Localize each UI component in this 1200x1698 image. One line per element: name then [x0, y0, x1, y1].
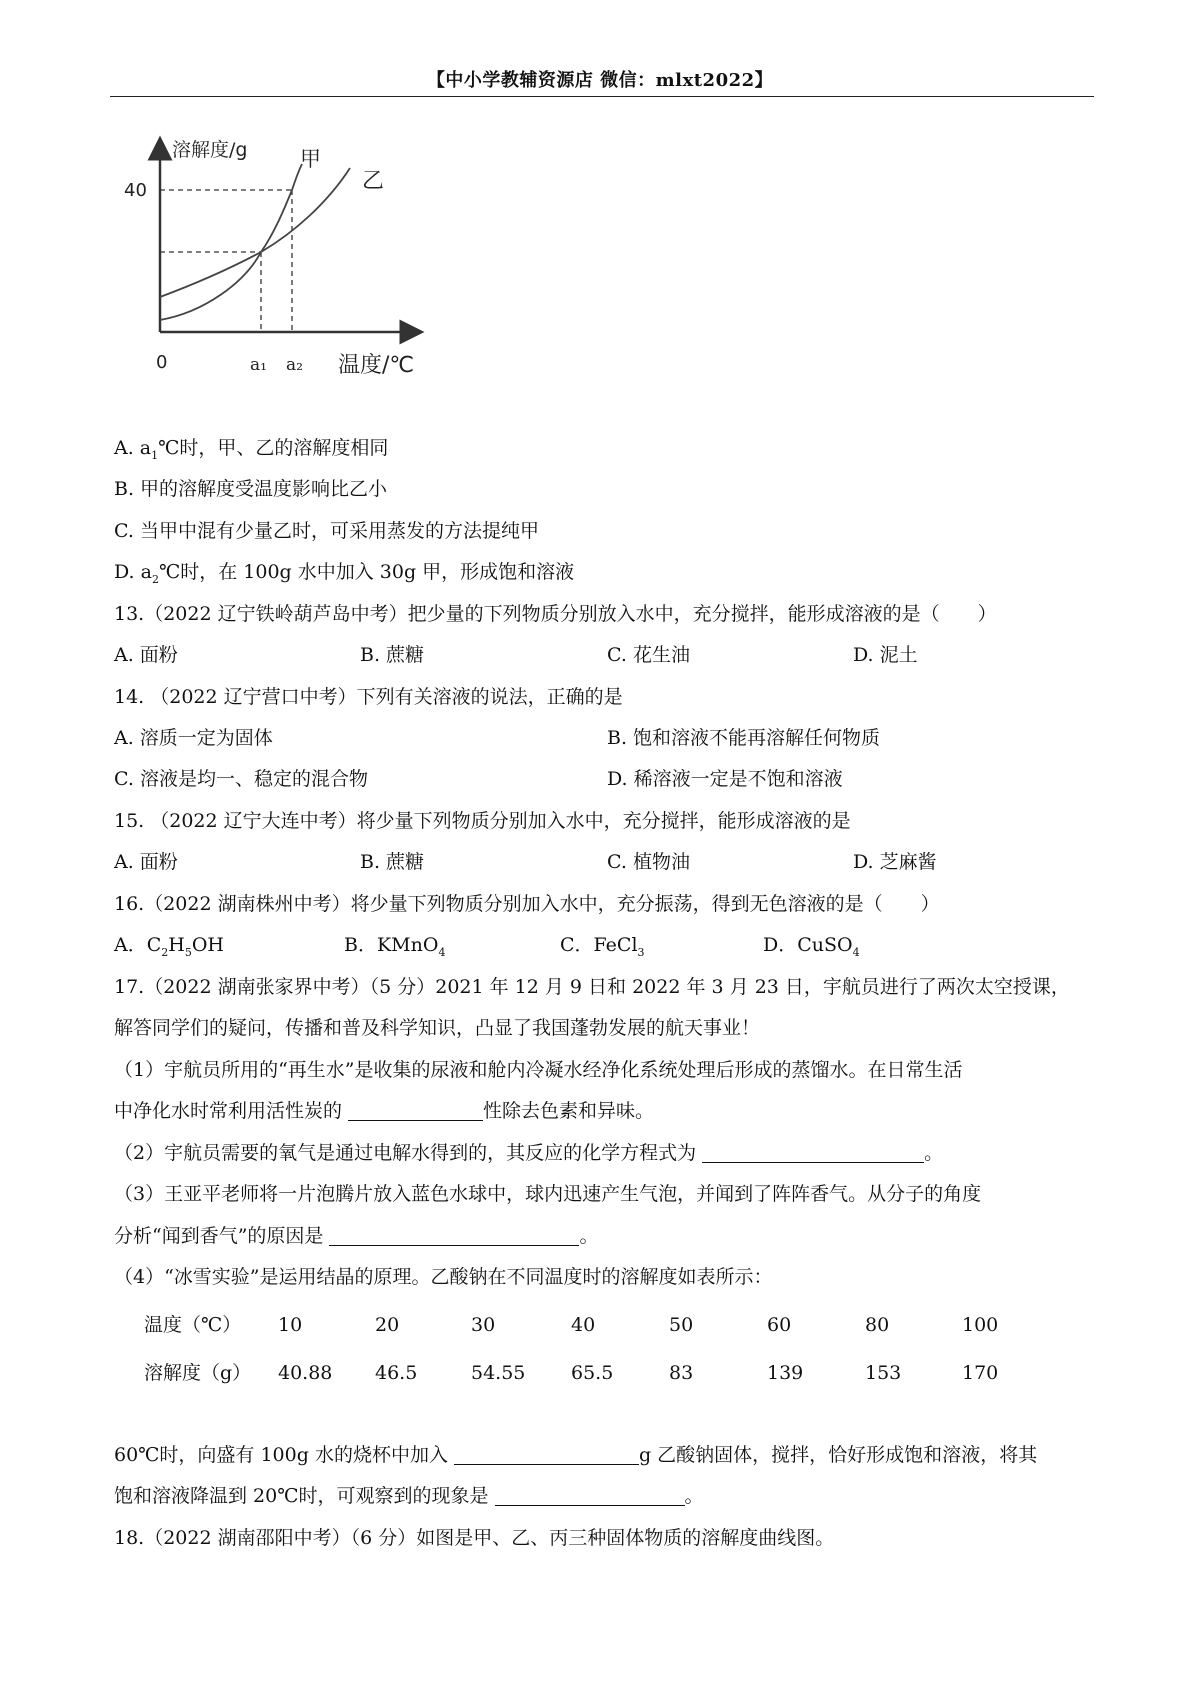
q17-part4: （4）“冰雪实验”是运用结晶的原理。乙酸钠在不同温度时的溶解度如表所示： [114, 1266, 773, 1288]
q16-option-d: D．CuSO$_4$ [763, 934, 860, 959]
table-cell: 80 [865, 1314, 890, 1336]
table-cell: 10 [278, 1314, 303, 1336]
table-row1-label: 温度（℃） [144, 1314, 242, 1336]
answer-blank-1[interactable] [348, 1100, 483, 1121]
q17-part5-line-1: 60℃时，向盛有 100g 水的烧杯中加入 g 乙酸钠固体，搅拌，恰好形成饱和溶液，将其 [114, 1444, 1038, 1466]
q13-option-c: C. 花生油 [607, 644, 690, 666]
q17-stem-line-1: 17.（2022 湖南张家界中考）（5 分）2021 年 12 月 9 日和 2022 年 3 月 23 日，宇航员进行了两次太空授课， [114, 976, 1070, 998]
q18-stem: 18.（2022 湖南邵阳中考）（6 分）如图是甲、乙、丙三种固体物质的溶解度曲线图。 [114, 1527, 835, 1549]
q17-part1-line-2: 中净化水时常利用活性炭的 性除去色素和异味。 [114, 1100, 655, 1122]
y-tick-40: 40 [124, 180, 147, 201]
table-cell: 20 [375, 1314, 400, 1336]
q13-stem: 13.（2022 辽宁铁岭葫芦岛中考）把少量的下列物质分别放入水中，充分搅拌，能形成溶液的是（ ） [114, 603, 997, 625]
y-axis-label: 溶解度/g [172, 139, 248, 161]
q16-option-c: C．FeCl$_3$ [560, 934, 645, 959]
curve-jia-label: 甲 [300, 147, 321, 171]
curve-yi [160, 168, 350, 297]
table-cell: 40.88 [278, 1362, 333, 1384]
q16-stem: 16.（2022 湖南株州中考）将少量下列物质分别加入水中，充分振荡，得到无色溶液的是（ ） [114, 893, 940, 915]
q12-option-b: B. 甲的溶解度受温度影响比乙小 [114, 478, 388, 500]
table-cell: 54.55 [471, 1362, 526, 1384]
q14-option-b: B. 饱和溶液不能再溶解任何物质 [607, 727, 881, 749]
curve-jia [160, 164, 302, 320]
x-tick-a2: a₂ [286, 355, 303, 375]
q13-option-b: B. 蔗糖 [360, 644, 425, 666]
q14-option-d: D. 稀溶液一定是不饱和溶液 [607, 768, 843, 790]
table-cell: 139 [767, 1362, 804, 1384]
table-cell: 40 [571, 1314, 596, 1336]
q16-option-a: A．$C_2H_5OH$ [114, 934, 224, 959]
page-header: 【中小学教辅资源店 微信：mlxt2022】 [426, 70, 774, 91]
answer-blank-3[interactable] [329, 1225, 579, 1246]
q17-part3-line-1: （3）王亚平老师将一片泡腾片放入蓝色水球中，球内迅速产生气泡，并闻到了阵阵香气。从分子的角度 [114, 1183, 982, 1205]
table-cell: 153 [865, 1362, 902, 1384]
q15-option-d: D. 芝麻酱 [853, 851, 937, 873]
table-cell: 46.5 [375, 1362, 418, 1384]
table-row2-label: 溶解度（g） [144, 1362, 252, 1384]
table-cell: 60 [767, 1314, 792, 1336]
q12-option-d: D. $a_2℃$时，在 100g 水中加入 30g 甲，形成饱和溶液 [114, 561, 575, 586]
q17-part3-line-2: 分析“闻到香气”的原因是 。 [114, 1225, 599, 1247]
q17-part2: （2）宇航员需要的氧气是通过电解水得到的，其反应的化学方程式为 。 [114, 1142, 944, 1164]
q12-option-a: A. $a_1℃$时，甲、乙的溶解度相同 [114, 437, 389, 462]
q13-option-a: A. 面粉 [114, 644, 178, 666]
origin-label: 0 [156, 352, 168, 373]
curve-yi-label: 乙 [362, 169, 385, 194]
table-cell: 83 [669, 1362, 694, 1384]
q15-stem: 15. （2022 辽宁大连中考）将少量下列物质分别加入水中，充分搅拌，能形成溶液的是 [114, 810, 851, 832]
q17-part1-line-1: （1）宇航员所用的“再生水”是收集的尿液和舱内冷凝水经净化系统处理后形成的蒸馏水。在日常生活 [114, 1059, 963, 1081]
answer-blank-2[interactable] [702, 1142, 924, 1163]
x-axis-label: 温度/℃ [338, 353, 415, 378]
q14-option-c: C. 溶液是均一、稳定的混合物 [114, 768, 368, 790]
answer-blank-5[interactable] [495, 1485, 685, 1506]
table-cell: 170 [962, 1362, 999, 1384]
q17-part5-line-2: 饱和溶液降温到 20℃时，可观察到的现象是 。 [114, 1485, 704, 1507]
table-cell: 65.5 [571, 1362, 614, 1384]
solubility-curve-figure [124, 139, 470, 422]
x-tick-a1: a₁ [250, 355, 267, 375]
q15-option-c: C. 植物油 [607, 851, 690, 873]
q13-option-d: D. 泥土 [853, 644, 918, 666]
q15-option-b: B. 蔗糖 [360, 851, 425, 873]
q17-stem-line-2: 解答同学们的疑问，传播和普及科学知识，凸显了我国蓬勃发展的航天事业！ [114, 1017, 761, 1039]
q14-stem: 14. （2022 辽宁营口中考）下列有关溶液的说法，正确的是 [114, 686, 623, 708]
table-cell: 50 [669, 1314, 694, 1336]
q15-option-a: A. 面粉 [114, 851, 178, 873]
table-cell: 100 [962, 1314, 999, 1336]
q14-option-a: A. 溶质一定为固体 [114, 727, 273, 749]
q16-option-b: B．KMnO$_4$ [344, 934, 446, 959]
table-cell: 30 [471, 1314, 496, 1336]
header-rule [110, 96, 1094, 97]
answer-blank-4[interactable] [454, 1444, 639, 1465]
q12-option-c: C. 当甲中混有少量乙时，可采用蒸发的方法提纯甲 [114, 520, 539, 542]
